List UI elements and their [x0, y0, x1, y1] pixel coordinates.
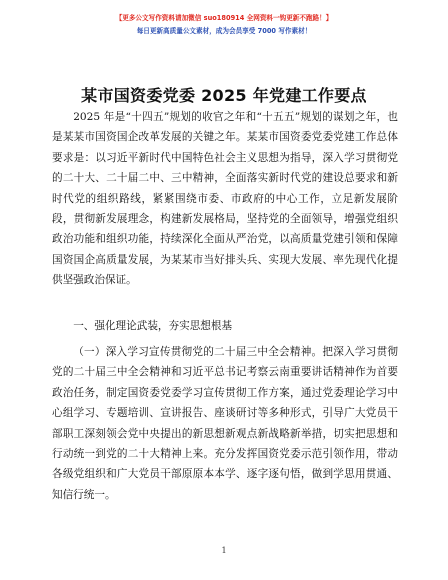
intro-paragraph: 2025 年是“十四五”规划的收官之年和“十五五”规划的谋划之年，也是某某市国资国企改革发展的关键之年。某某市国资委党委党建工作总体要求是：以习近平新时代中国特色社会主义思想为指导，深入学习贯彻党的二十大、二十届二中、三中精神，全面落实新时代党的建设总要求和新时代党的组织路线，紧紧围绕市委、市政府的中心工作，立足新发展阶段，贯彻新发展理念，构建新发展格局，坚持党的全面领导，增强党组织政治功能和组织功能，持续深化全面从严治党，以高质量党建引领和保障国资国企高质量发展，为某某市当好排头兵、实现大发展、率先现代化提供坚强政治保证。 — [52, 111, 398, 287]
section-1-paragraph-1: （一）深入学习宣传贯彻党的二十届三中全会精神。把深入学习贯彻党的二十届三中全会精神和习近平总书记考察云南重要讲话精神作为首要政治任务，制定国资委党委学习宣传贯彻工作方案，通过党委理论学习中心组学习、专题培训、宣讲报告、座谈研讨等多种形式，引导广大党员干部职工深刻领会党中央提出的新思想新观点新战略新举措，切实把思想和行动统一到党的二十大精神上来。充分发挥国资党委示范引领作用，带动各级党组织和广大党员干部原原本本学、逐字逐句悟，做到学思用贯通、知信行统一。 — [52, 346, 398, 501]
promo-banner-line-1: 【更多公文写作资料请加微信 suo180914 全网资料一钩更新不跑路！】 — [115, 14, 333, 22]
page-number: 1 — [221, 546, 227, 555]
section-heading-1: 一、强化理论武装，夯实思想根基 — [73, 320, 233, 332]
promo-banner-line-2: 每日更新高质量公文素材，成为会员享受 7000 写作素材！ — [136, 27, 312, 35]
document-title: 某市国资委党委 2025 年党建工作要点 — [81, 86, 367, 105]
